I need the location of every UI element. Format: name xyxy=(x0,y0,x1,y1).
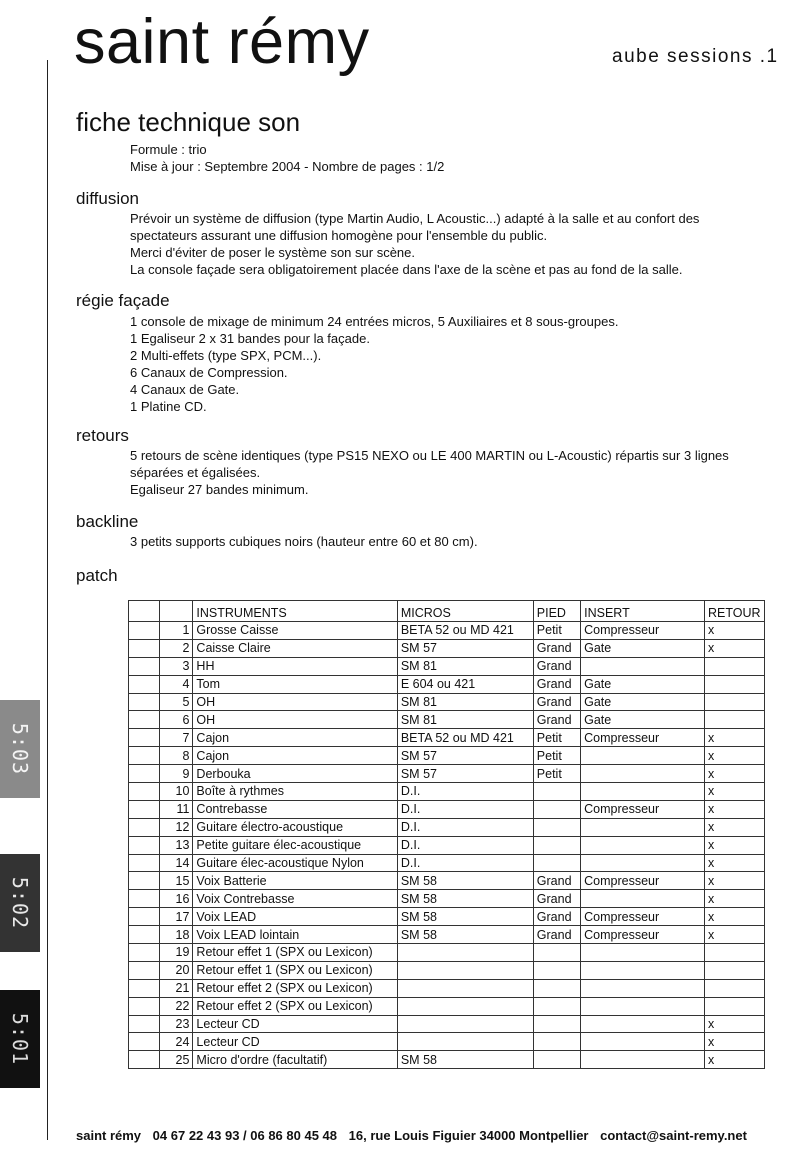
blank-cell xyxy=(129,747,160,765)
insert-cell xyxy=(581,818,705,836)
micro-cell: SM 57 xyxy=(397,747,533,765)
retour-cell xyxy=(704,657,764,675)
insert-cell xyxy=(581,997,705,1015)
blank-cell xyxy=(129,1051,160,1069)
retour-cell: x xyxy=(704,800,764,818)
pied-cell xyxy=(533,944,580,962)
table-row xyxy=(129,783,765,801)
micro-cell xyxy=(397,944,533,962)
text-line: 3 petits supports cubiques noirs (hauteur entre 60 et 80 cm). xyxy=(130,534,478,549)
insert-cell: Compresseur xyxy=(581,729,705,747)
page-title: fiche technique son xyxy=(76,107,301,137)
pied-cell: Petit xyxy=(533,765,580,783)
pied-cell xyxy=(533,854,580,872)
instrument-cell: Petite guitare élec-acoustique xyxy=(193,836,397,854)
text-line: 6 Canaux de Compression. xyxy=(130,365,288,380)
table-row xyxy=(129,729,765,747)
table-row xyxy=(129,890,765,908)
margin-mark xyxy=(0,700,40,798)
blank-cell xyxy=(129,783,160,801)
instrument-cell: Boîte à rythmes xyxy=(193,783,397,801)
insert-cell: Gate xyxy=(581,639,705,657)
micro-cell xyxy=(397,1015,533,1033)
pied-cell: Grand xyxy=(533,926,580,944)
micro-cell: SM 58 xyxy=(397,1051,533,1069)
text-line: La console façade sera obligatoirement placée dans l'axe de la scène et pas au fond de la salle. xyxy=(130,262,683,277)
retour-cell xyxy=(704,693,764,711)
blank-cell xyxy=(129,622,160,640)
channel-number-cell: 17 xyxy=(160,908,193,926)
micro-cell: SM 57 xyxy=(397,765,533,783)
micro-cell: BETA 52 ou MD 421 xyxy=(397,729,533,747)
instrument-cell: Voix Batterie xyxy=(193,872,397,890)
table-row xyxy=(129,818,765,836)
update-line: Mise à jour : Septembre 2004 - Nombre de pages : 1/2 xyxy=(130,159,445,174)
text-line: spectateurs assurant une diffusion homogène pour l'ensemble du public. xyxy=(130,228,548,243)
table-row xyxy=(129,926,765,944)
micro-cell: SM 58 xyxy=(397,908,533,926)
channel-number-cell: 7 xyxy=(160,729,193,747)
margin-mark xyxy=(0,990,40,1088)
section-body-backline xyxy=(130,533,770,550)
margin-rule xyxy=(47,60,48,1140)
blank-cell xyxy=(129,979,160,997)
insert-cell xyxy=(581,961,705,979)
pied-cell xyxy=(533,961,580,979)
table-header-row xyxy=(129,601,765,622)
retour-cell: x xyxy=(704,639,764,657)
retour-cell: x xyxy=(704,729,764,747)
pied-cell xyxy=(533,997,580,1015)
insert-cell: Gate xyxy=(581,711,705,729)
micro-cell: D.I. xyxy=(397,800,533,818)
section-heading-retours: retours xyxy=(76,426,129,445)
table-row xyxy=(129,836,765,854)
instrument-cell: OH xyxy=(193,693,397,711)
insert-cell xyxy=(581,783,705,801)
patch-table-body xyxy=(129,622,765,1069)
blank-cell xyxy=(129,675,160,693)
retour-cell: x xyxy=(704,890,764,908)
channel-number-cell: 10 xyxy=(160,783,193,801)
blank-cell xyxy=(129,765,160,783)
instrument-cell: Cajon xyxy=(193,747,397,765)
instrument-cell: Voix LEAD xyxy=(193,908,397,926)
insert-cell: Compresseur xyxy=(581,622,705,640)
channel-number-cell: 4 xyxy=(160,675,193,693)
channel-number-cell: 23 xyxy=(160,1015,193,1033)
instrument-cell: Guitare élec-acoustique Nylon xyxy=(193,854,397,872)
table-row xyxy=(129,979,765,997)
channel-number-cell: 9 xyxy=(160,765,193,783)
insert-cell: Gate xyxy=(581,693,705,711)
section-heading-backline: backline xyxy=(76,512,139,531)
retour-cell: x xyxy=(704,926,764,944)
channel-number-cell: 13 xyxy=(160,836,193,854)
formule-line: Formule : trio xyxy=(130,142,207,157)
instrument-cell: HH xyxy=(193,657,397,675)
micro-cell: SM 58 xyxy=(397,926,533,944)
instrument-cell: Lecteur CD xyxy=(193,1033,397,1051)
micro-cell: SM 57 xyxy=(397,639,533,657)
insert-cell: Compresseur xyxy=(581,926,705,944)
blank-cell xyxy=(129,890,160,908)
insert-cell xyxy=(581,944,705,962)
insert-cell xyxy=(581,657,705,675)
micro-cell: SM 81 xyxy=(397,693,533,711)
micro-cell: SM 58 xyxy=(397,890,533,908)
series-label: aube sessions .1 xyxy=(612,46,779,67)
margin-mark-label: 5:01 xyxy=(8,1012,33,1066)
table-row xyxy=(129,711,765,729)
pied-cell: Grand xyxy=(533,872,580,890)
channel-number-cell: 15 xyxy=(160,872,193,890)
footer-phones: 04 67 22 43 93 / 06 86 80 45 48 xyxy=(152,1128,338,1143)
instrument-cell: Contrebasse xyxy=(193,800,397,818)
blank-cell xyxy=(129,961,160,979)
blank-cell xyxy=(129,997,160,1015)
instrument-cell: Retour effet 1 (SPX ou Lexicon) xyxy=(193,961,397,979)
text-line: 1 Egaliseur 2 x 31 bandes pour la façade. xyxy=(130,331,370,346)
insert-cell: Gate xyxy=(581,675,705,693)
table-row xyxy=(129,908,765,926)
instrument-cell: Guitare électro-acoustique xyxy=(193,818,397,836)
channel-number-cell: 5 xyxy=(160,693,193,711)
pied-cell xyxy=(533,979,580,997)
channel-number-cell: 14 xyxy=(160,854,193,872)
channel-number-cell: 21 xyxy=(160,979,193,997)
blank-cell xyxy=(129,854,160,872)
pied-cell xyxy=(533,1033,580,1051)
pied-cell: Grand xyxy=(533,908,580,926)
insert-cell: Compresseur xyxy=(581,800,705,818)
section-body-diffusion xyxy=(130,210,770,278)
blank-cell xyxy=(129,1015,160,1033)
column-header: RETOUR xyxy=(704,601,764,622)
pied-cell: Petit xyxy=(533,747,580,765)
pied-cell: Petit xyxy=(533,729,580,747)
pied-cell xyxy=(533,783,580,801)
retour-cell xyxy=(704,944,764,962)
retour-cell xyxy=(704,961,764,979)
text-line: Merci d'éviter de poser le système son sur scène. xyxy=(130,245,415,260)
retour-cell xyxy=(704,979,764,997)
table-row xyxy=(129,872,765,890)
column-header: PIED xyxy=(533,601,580,622)
blank-cell xyxy=(129,818,160,836)
column-header xyxy=(129,601,160,622)
instrument-cell: Lecteur CD xyxy=(193,1015,397,1033)
instrument-cell: Voix Contrebasse xyxy=(193,890,397,908)
table-row xyxy=(129,961,765,979)
footer-email: contact@saint-remy.net xyxy=(600,1128,747,1143)
retour-cell: x xyxy=(704,872,764,890)
retour-cell: x xyxy=(704,1051,764,1069)
table-row xyxy=(129,1015,765,1033)
channel-number-cell: 3 xyxy=(160,657,193,675)
table-row xyxy=(129,1051,765,1069)
insert-cell xyxy=(581,1015,705,1033)
retour-cell: x xyxy=(704,818,764,836)
micro-cell xyxy=(397,997,533,1015)
pied-cell xyxy=(533,818,580,836)
pied-cell: Grand xyxy=(533,675,580,693)
table-row xyxy=(129,657,765,675)
channel-number-cell: 6 xyxy=(160,711,193,729)
channel-number-cell: 2 xyxy=(160,639,193,657)
blank-cell xyxy=(129,729,160,747)
micro-cell: BETA 52 ou MD 421 xyxy=(397,622,533,640)
retour-cell: x xyxy=(704,622,764,640)
text-line: 1 console de mixage de minimum 24 entrées micros, 5 Auxiliaires et 8 sous-groupes. xyxy=(130,314,619,329)
column-header: INSERT xyxy=(581,601,705,622)
table-row xyxy=(129,693,765,711)
retour-cell: x xyxy=(704,1033,764,1051)
retour-cell: x xyxy=(704,783,764,801)
micro-cell: D.I. xyxy=(397,818,533,836)
table-row xyxy=(129,639,765,657)
footer xyxy=(76,1128,755,1143)
table-row xyxy=(129,675,765,693)
channel-number-cell: 18 xyxy=(160,926,193,944)
instrument-cell: OH xyxy=(193,711,397,729)
instrument-cell: Cajon xyxy=(193,729,397,747)
retour-cell xyxy=(704,675,764,693)
channel-number-cell: 12 xyxy=(160,818,193,836)
insert-cell xyxy=(581,854,705,872)
pied-cell: Grand xyxy=(533,890,580,908)
margin-mark xyxy=(0,854,40,952)
insert-cell: Compresseur xyxy=(581,872,705,890)
instrument-cell: Derbouka xyxy=(193,765,397,783)
table-row xyxy=(129,747,765,765)
channel-number-cell: 24 xyxy=(160,1033,193,1051)
channel-number-cell: 19 xyxy=(160,944,193,962)
section-heading-regie: régie façade xyxy=(76,291,170,310)
pied-cell: Grand xyxy=(533,711,580,729)
micro-cell: SM 58 xyxy=(397,872,533,890)
blank-cell xyxy=(129,908,160,926)
instrument-cell: Micro d'ordre (facultatif) xyxy=(193,1051,397,1069)
instrument-cell: Grosse Caisse xyxy=(193,622,397,640)
document-meta xyxy=(130,141,444,175)
insert-cell xyxy=(581,747,705,765)
retour-cell: x xyxy=(704,908,764,926)
micro-cell xyxy=(397,1033,533,1051)
retour-cell: x xyxy=(704,836,764,854)
column-header: MICROS xyxy=(397,601,533,622)
text-line: Prévoir un système de diffusion (type Martin Audio, L Acoustic...) adapté à la salle et au confort des xyxy=(130,211,700,226)
table-row xyxy=(129,622,765,640)
instrument-cell: Retour effet 2 (SPX ou Lexicon) xyxy=(193,979,397,997)
text-line: 1 Platine CD. xyxy=(130,399,207,414)
retour-cell xyxy=(704,997,764,1015)
channel-number-cell: 22 xyxy=(160,997,193,1015)
channel-number-cell: 8 xyxy=(160,747,193,765)
insert-cell xyxy=(581,765,705,783)
text-line: Egaliseur 27 bandes minimum. xyxy=(130,482,309,497)
brand-title: saint rémy xyxy=(74,7,370,77)
text-line: 2 Multi-effets (type SPX, PCM...). xyxy=(130,348,322,363)
insert-cell: Compresseur xyxy=(581,908,705,926)
margin-mark-label: 5:03 xyxy=(8,722,33,776)
retour-cell: x xyxy=(704,765,764,783)
column-header xyxy=(160,601,193,622)
pied-cell xyxy=(533,800,580,818)
pied-cell xyxy=(533,1051,580,1069)
retour-cell: x xyxy=(704,854,764,872)
table-row xyxy=(129,997,765,1015)
retour-cell: x xyxy=(704,747,764,765)
pied-cell: Grand xyxy=(533,693,580,711)
pied-cell: Grand xyxy=(533,657,580,675)
channel-number-cell: 16 xyxy=(160,890,193,908)
section-body-regie xyxy=(130,313,770,415)
blank-cell xyxy=(129,872,160,890)
channel-number-cell: 11 xyxy=(160,800,193,818)
instrument-cell: Voix LEAD lointain xyxy=(193,926,397,944)
text-line: séparées et égalisées. xyxy=(130,465,261,480)
instrument-cell: Retour effet 2 (SPX ou Lexicon) xyxy=(193,997,397,1015)
instrument-cell: Caisse Claire xyxy=(193,639,397,657)
micro-cell xyxy=(397,979,533,997)
section-heading-diffusion: diffusion xyxy=(76,189,140,208)
micro-cell: SM 81 xyxy=(397,657,533,675)
pied-cell: Petit xyxy=(533,622,580,640)
section-body-retours xyxy=(130,447,770,498)
micro-cell: D.I. xyxy=(397,783,533,801)
blank-cell xyxy=(129,1033,160,1051)
table-row xyxy=(129,765,765,783)
insert-cell xyxy=(581,1051,705,1069)
text-line: 4 Canaux de Gate. xyxy=(130,382,240,397)
insert-cell xyxy=(581,890,705,908)
blank-cell xyxy=(129,926,160,944)
table-row xyxy=(129,944,765,962)
channel-number-cell: 25 xyxy=(160,1051,193,1069)
column-header: INSTRUMENTS xyxy=(193,601,397,622)
micro-cell: SM 81 xyxy=(397,711,533,729)
micro-cell xyxy=(397,961,533,979)
blank-cell xyxy=(129,693,160,711)
channel-number-cell: 20 xyxy=(160,961,193,979)
blank-cell xyxy=(129,711,160,729)
blank-cell xyxy=(129,944,160,962)
footer-address: 16, rue Louis Figuier 34000 Montpellier xyxy=(348,1128,589,1143)
retour-cell: x xyxy=(704,1015,764,1033)
text-line: 5 retours de scène identiques (type PS15 NEXO ou LE 400 MARTIN ou L-Acoustic) répartis sur 3 lignes xyxy=(130,448,729,463)
micro-cell: D.I. xyxy=(397,854,533,872)
micro-cell: D.I. xyxy=(397,836,533,854)
section-heading-patch: patch xyxy=(76,566,118,585)
insert-cell xyxy=(581,836,705,854)
margin-mark-label: 5:02 xyxy=(8,876,33,930)
blank-cell xyxy=(129,836,160,854)
blank-cell xyxy=(129,800,160,818)
micro-cell: E 604 ou 421 xyxy=(397,675,533,693)
channel-number-cell: 1 xyxy=(160,622,193,640)
table-row xyxy=(129,800,765,818)
retour-cell xyxy=(704,711,764,729)
footer-name: saint rémy xyxy=(76,1128,142,1143)
pied-cell xyxy=(533,836,580,854)
table-row xyxy=(129,854,765,872)
pied-cell: Grand xyxy=(533,639,580,657)
table-row xyxy=(129,1033,765,1051)
blank-cell xyxy=(129,639,160,657)
instrument-cell: Tom xyxy=(193,675,397,693)
insert-cell xyxy=(581,979,705,997)
patch-table xyxy=(128,600,765,1069)
pied-cell xyxy=(533,1015,580,1033)
insert-cell xyxy=(581,1033,705,1051)
blank-cell xyxy=(129,657,160,675)
instrument-cell: Retour effet 1 (SPX ou Lexicon) xyxy=(193,944,397,962)
